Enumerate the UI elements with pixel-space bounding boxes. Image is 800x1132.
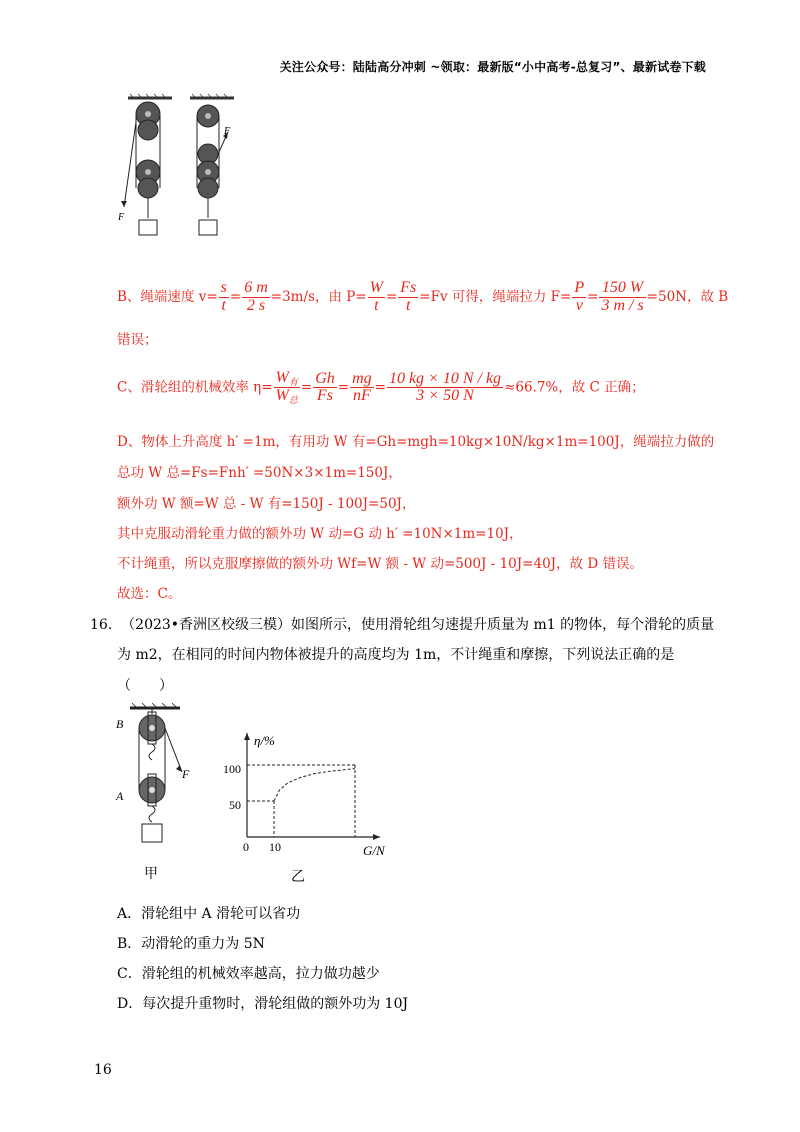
label-a: A — [116, 789, 124, 803]
solution-c-line: C、滑轮组的机械效率 η= $\frac{W_有}{W_总}$ = $\frac{Gh}{Fs}$ = $\frac{mg}{nF}$ = $\frac{10 kg \times 10 N / kg}{3 \times 50 N}$ ≈66.7%，故 C 正确； — [117, 369, 645, 406]
option-a: A．滑轮组中 A 滑轮可以省功 — [117, 906, 301, 922]
tick-50: 50 — [229, 798, 241, 812]
solution-b-line: B、绳端速度 v= $\frac{s}{t}$ = $\frac{6 m}{2 s}$ =3m/s，由 P= $\frac{W}{t}$ = $\frac{Fs}{t}$ =Fv 可得，绳端拉力 F= $\frac{P}{v}$ = $\frac{150 W}{3 m / s}$ =50N，故 B — [117, 279, 729, 314]
label-f: F — [182, 767, 190, 781]
pulley-figure-top — [112, 92, 242, 252]
efficiency-curve — [274, 769, 355, 801]
solution-d-line4: 其中克服动滑轮重力做的额外功 W 动=G 动 h′ =10N×1m=10J， — [117, 526, 523, 542]
label-f-left: F — [118, 212, 125, 223]
solution-d-line3: 额外功 W 额=W 总 - W 有=150J - 100J=50J， — [117, 496, 416, 512]
page-header: 关注公众号：陆陆高分冲刺 ~领取：最新版“小中高考-总复习”、最新试卷下载 — [279, 60, 706, 74]
caption-yi: 乙 — [291, 870, 305, 885]
question-line3: （ ） — [117, 678, 173, 694]
solution-d-line1: D、物体上升高度 h′ =1m，有用功 W 有=Gh=mgh=10kg×10N/kg×1m=100J，绳端拉力做的 — [117, 434, 715, 450]
y-axis-label: η/% — [254, 733, 275, 748]
page-number: 16 — [94, 1062, 112, 1078]
solution-b-line2: 错误； — [117, 332, 158, 348]
pulley-figure-jia — [110, 700, 200, 890]
solution-answer: 故选：C。 — [117, 586, 182, 602]
question-line1: 16. （2023•香洲区校级三模）如图所示，使用滑轮组匀速提升质量为 m1 的物体，每个滑轮的质量 — [90, 617, 715, 633]
tick-10: 10 — [269, 840, 281, 854]
caption-jia: 甲 — [144, 867, 158, 882]
solution-d-line2: 总功 W 总=Fs=Fnh′ =50N×3×1m=150J， — [117, 465, 402, 481]
efficiency-chart — [225, 725, 405, 890]
label-b: B — [116, 717, 124, 731]
x-axis-label: G/N — [363, 843, 385, 858]
option-c: C．滑轮组的机械效率越高，拉力做功越少 — [117, 966, 380, 982]
option-b: B．动滑轮的重力为 5N — [117, 936, 265, 952]
tick-0: 0 — [243, 840, 249, 854]
label-f-right: F — [224, 126, 231, 137]
option-d: D．每次提升重物时，滑轮组做的额外功为 10J — [117, 996, 409, 1012]
tick-100: 100 — [223, 762, 241, 776]
question-line2: 为 m2，在相同的时间内物体被提升的高度均为 1m，不计绳重和摩擦，下列说法正确的是 — [117, 647, 675, 663]
solution-d-line5: 不计绳重，所以克服摩擦做的额外功 Wf=W 额 - W 动=500J - 10J=40J，故 D 错误。 — [117, 556, 643, 572]
